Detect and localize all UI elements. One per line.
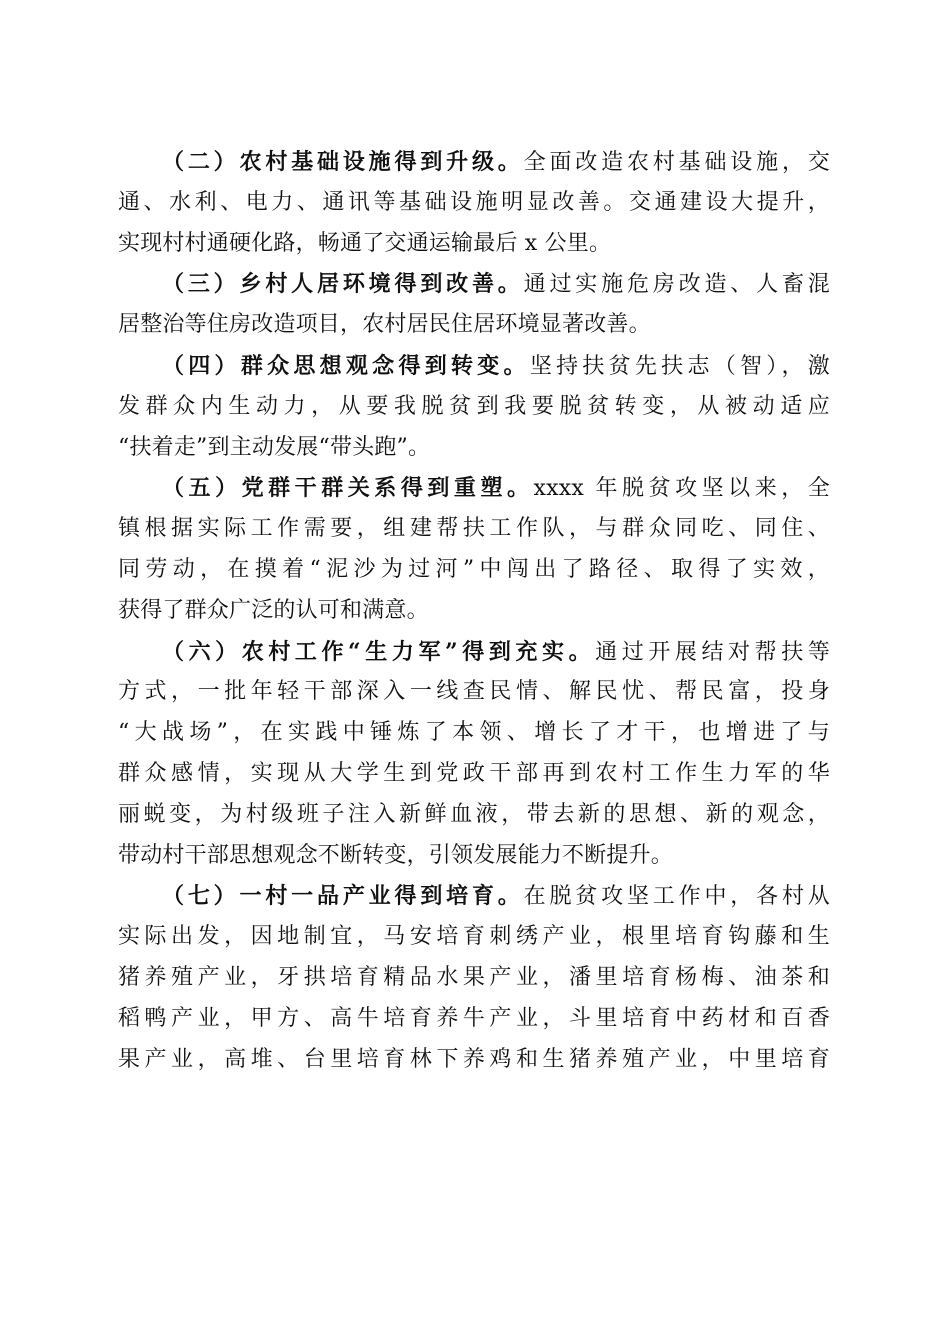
paragraph-rural-workforce xyxy=(118,632,830,877)
document-body xyxy=(118,142,830,1080)
paragraph-line: 实际出发，因地制宜，马安培育刺绣产业，根里培育钩藤和生 xyxy=(118,924,830,950)
paragraph-mindset-change xyxy=(118,346,830,468)
paragraph-rural-infrastructure xyxy=(118,142,830,264)
paragraph-text: 通过实施危房改造、人畜混 xyxy=(523,272,830,298)
paragraph-line: 同劳动，在摸着“泥沙为过河”中闯出了路径、取得了实效， xyxy=(118,556,830,582)
paragraph-line: 果产业，高堆、台里培育林下养鸡和生猪养殖产业，中里培育 xyxy=(118,1046,830,1072)
paragraph-line xyxy=(118,468,830,509)
paragraph-heading: （四）群众思想观念得到转变。 xyxy=(162,352,530,379)
paragraph-line: 发群众内生动力，从要我脱贫到我要脱贫转变，从被动适应 xyxy=(118,393,830,419)
paragraph-line xyxy=(118,876,830,917)
paragraph-line: 丽蜕变，为村级班子注入新鲜血液，带去新的思想、新的观念， xyxy=(118,801,830,827)
paragraph-text: 在脱贫攻坚工作中，各村从 xyxy=(523,884,830,910)
paragraph-line: 群众感情，实现从大学生到党政干部再到农村工作生力军的华 xyxy=(118,760,830,786)
paragraph-line: 猪养殖产业，牙拱培育精品水果产业，潘里培育杨梅、油茶和 xyxy=(118,964,830,990)
paragraph-line: 居整治等住房改造项目，农村居民住居环境显著改善。 xyxy=(118,312,651,338)
paragraph-party-relations xyxy=(118,468,830,631)
paragraph-text: xxxx 年脱贫攻坚以来，全 xyxy=(533,476,830,502)
paragraph-heading: （六）农村工作“生力军”得到充实。 xyxy=(162,638,596,665)
paragraph-living-environment xyxy=(118,264,830,346)
paragraph-text: 通过开展结对帮扶等 xyxy=(595,639,830,665)
paragraph-heading: （三）乡村人居环境得到改善。 xyxy=(162,271,524,298)
paragraph-line xyxy=(118,142,830,183)
paragraph-heading: （二）农村基础设施得到升级。 xyxy=(162,149,524,175)
paragraph-line: “大战场”，在实践中锤炼了本领、增长了才干，也增进了与 xyxy=(118,720,830,746)
paragraph-text: 全面改造农村基础设施，交 xyxy=(523,150,830,175)
paragraph-line: 镇根据实际工作需要，组建帮扶工作队，与群众同吃、同住、 xyxy=(118,516,830,542)
paragraph-line: 实现村村通硬化路，畅通了交通运输最后 x 公里。 xyxy=(118,230,612,256)
paragraph-text: 坚持扶贫先扶志（智），激 xyxy=(529,353,830,379)
paragraph-line: 稻鸭产业，甲方、高牛培育养牛产业，斗里培育中药材和百香 xyxy=(118,1005,830,1031)
paragraph-line xyxy=(118,264,830,305)
paragraph-line: 方式，一批年轻干部深入一线查民情、解民忧、帮民富，投身 xyxy=(118,679,830,705)
paragraph-line: 获得了群众广泛的认可和满意。 xyxy=(118,597,429,623)
paragraph-line: 带动村干部思想观念不断转变，引领发展能力不断提升。 xyxy=(118,842,674,868)
paragraph-line xyxy=(118,632,830,673)
paragraph-line: 通、水利、电力、通讯等基础设施明显改善。交通建设大提升， xyxy=(118,189,830,215)
paragraph-line xyxy=(118,346,830,387)
paragraph-line: “扶着走”到主动发展“带头跑”。 xyxy=(118,434,431,460)
paragraph-village-industry xyxy=(118,876,830,1080)
paragraph-heading: （七）一村一品产业得到培育。 xyxy=(162,883,524,910)
paragraph-heading: （五）党群干群关系得到重塑。 xyxy=(162,475,534,502)
